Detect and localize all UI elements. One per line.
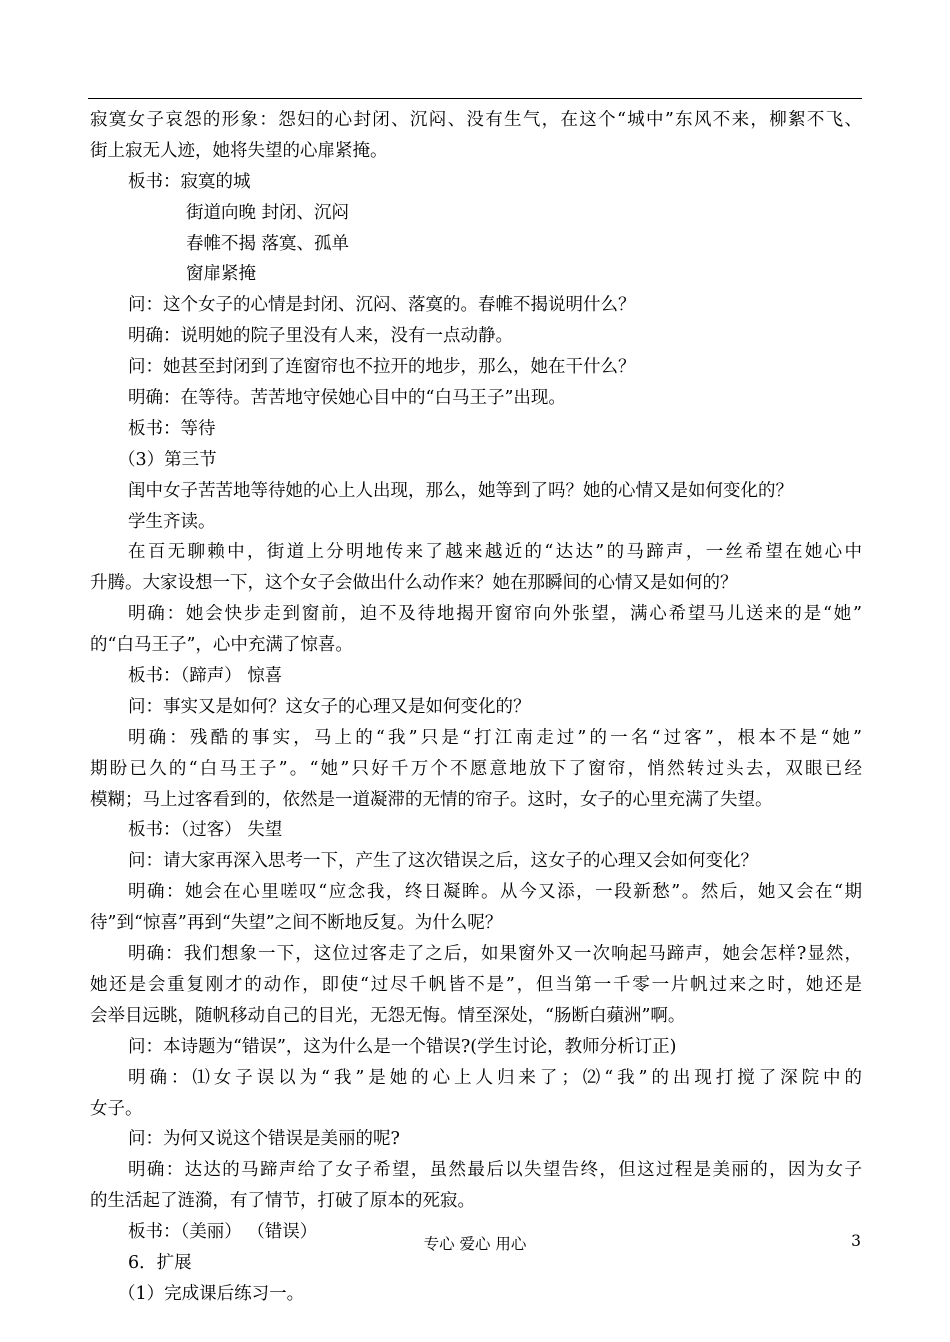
- answer-line: 明确：在等待。苦苦地守侯她心目中的“白马王子”出现。: [128, 388, 566, 409]
- footer-motto: 专心 爱心 用心: [423, 1235, 527, 1253]
- question-line: 问：事实又是如何？这女子的心理又是如何变化的？: [128, 696, 531, 717]
- blackboard-heading: 板书：（蹄声） 惊喜: [128, 666, 283, 687]
- blackboard-heading: 板书：等待: [128, 418, 216, 439]
- paragraph-line: 街上寂无人迹，她将失望的心扉紧掩。: [90, 140, 388, 161]
- header-rule: [88, 98, 862, 99]
- question-line: 问：为何又说这个错误是美丽的呢?: [128, 1129, 400, 1150]
- blackboard-item: 窗扉紧掩: [186, 264, 256, 285]
- answer-line: 女子。: [90, 1098, 143, 1119]
- question-line: 问：请大家再深入思考一下，产生了这次错误之后，这女子的心理又会如何变化？: [128, 851, 758, 872]
- answer-line: 期盼已久的“白马王子”。“她”只好千万个不愿意地放下了窗帘，悄然转过头去，双眼已经: [90, 758, 862, 779]
- answer-line: 明确：她会快步走到窗前，迫不及待地揭开窗帘向外张望，满心希望马儿送来的是“她”: [128, 604, 862, 625]
- question-line: 问：她甚至封闭到了连窗帘也不拉开的地步，那么，她在干什么？: [128, 357, 636, 378]
- answer-line: 明确：说明她的院子里没有人来，没有一点动静。: [128, 326, 513, 347]
- answer-line: 明确：残酷的事实，马上的“我”只是“打江南走过”的一名“过客”，根本不是“她”: [128, 727, 862, 748]
- blackboard-heading: 板书：（美丽） （错误）: [128, 1222, 318, 1243]
- question-line: 问：这个女子的心情是封闭、沉闷、落寞的。春帷不揭说明什么？: [128, 295, 636, 316]
- answer-line: 的“白马王子”，心中充满了惊喜。: [90, 635, 353, 656]
- paragraph-line: 闺中女子苦苦地等待她的心上人出现，那么，她等到了吗？她的心情又是如何变化的？: [128, 480, 793, 501]
- answer-line: 模糊；马上过客看到的，依然是一道凝滞的无情的帘子。这时，女子的心里充满了失望。: [90, 789, 773, 810]
- answer-line: 明确：⑴女子误以为“我”是她的心上人归来了；⑵“我”的出现打搅了深院中的: [128, 1067, 862, 1088]
- answer-line: 待”到“惊喜”再到“失望”之间不断地反复。为什么呢？: [90, 913, 503, 934]
- blackboard-heading: 板书：寂寞的城: [128, 171, 251, 192]
- blackboard-item: 春帷不揭 落寞、孤单: [186, 233, 350, 254]
- exercise-line: （1）完成课后练习一。: [118, 1283, 305, 1304]
- paragraph-line: 学生齐读。: [128, 511, 216, 532]
- page-number: 3: [851, 1232, 861, 1250]
- answer-line: 明确：她会在心里嗟叹“应念我，终日凝眸。从今又添，一段新愁”。然后，她又会在“期: [128, 882, 862, 903]
- document-body: [90, 105, 862, 1310]
- answer-line: 明确：达达的马蹄声给了女子希望，虽然最后以失望告终，但这过程是美丽的，因为女子: [128, 1160, 862, 1181]
- paragraph-line: 在百无聊赖中，街道上分明地传来了越来越近的“达达”的马蹄声，一丝希望在她心中: [128, 542, 862, 563]
- section-heading: 6．扩展: [128, 1252, 192, 1273]
- answer-line: 她还是会重复刚才的动作，即使“过尽千帆皆不是”，但当第一千零一片帆过来之时，她还是: [90, 974, 862, 995]
- question-line: 问：本诗题为“错误”，这为什么是一个错误?(学生讨论，教师分析订正): [128, 1036, 677, 1057]
- answer-line: 会举目远眺，随帆移动自己的目光，无怨无悔。情至深处，“肠断白蘋洲”啊。: [90, 1005, 686, 1026]
- section-heading: （3）第三节: [118, 449, 217, 470]
- answer-line: 的生活起了涟漪，有了情节，打破了原本的死寂。: [90, 1191, 475, 1212]
- blackboard-item: 街道向晚 封闭、沉闷: [186, 202, 350, 223]
- paragraph-line: 寂寞女子哀怨的形象：怨妇的心封闭、沉闷、没有生气，在这个“城中”东风不来，柳絮不飞、: [90, 110, 862, 130]
- paragraph-line: 升腾。大家设想一下，这个女子会做出什么动作来？她在那瞬间的心情又是如何的？: [90, 573, 738, 594]
- answer-line: 明确：我们想象一下，这位过客走了之后，如果窗外又一次响起马蹄声，她会怎样?显然，: [128, 944, 862, 965]
- blackboard-heading: 板书：（过客） 失望: [128, 820, 283, 841]
